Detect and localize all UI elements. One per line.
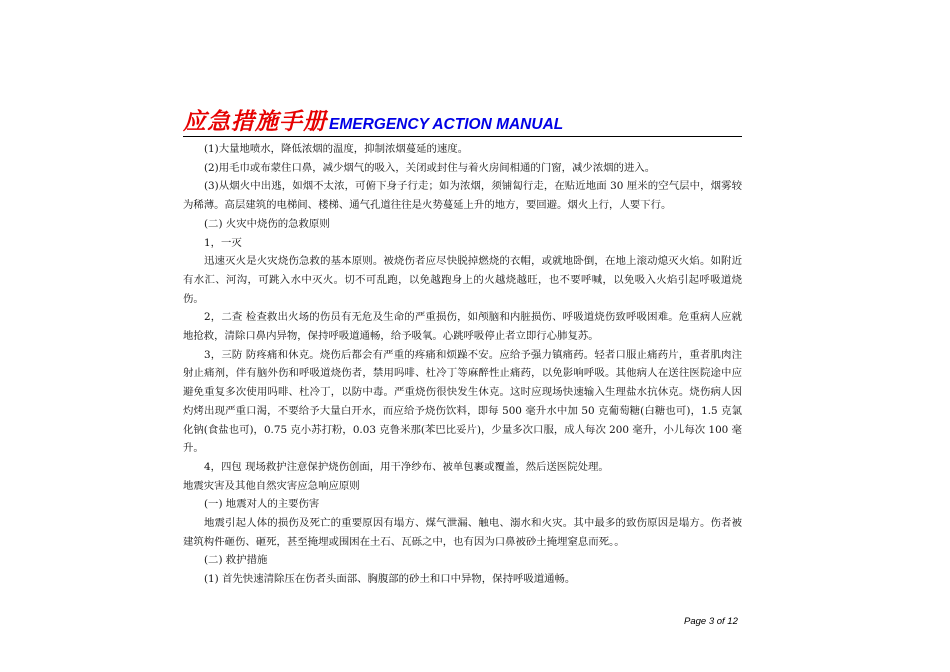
body-paragraph: 1，一灭: [204, 236, 242, 249]
document-body: [183, 140, 742, 589]
body-paragraph: (一) 地震对人的主要伤害: [204, 498, 320, 511]
body-paragraph: 迅速灭火是火灾烧伤急救的基本原则。被烧伤者应尽快脱掉燃烧的衣帽，或就地卧倒，在地上滚动熄灭火焰。如附近有水汇、河沟，可跳入水中灭火。切不可乱跑，以免越跑身上的火越烧越旺，也不要呼喊，以免吸入火焰引起呼吸道烧伤。: [183, 255, 742, 305]
body-paragraph: 地震灾害及其他自然灾害应急响应原则: [183, 479, 360, 492]
body-paragraph: (1) 首先快速清除压在伤者头面部、胸腹部的砂土和口中异物，保持呼吸道通畅。: [204, 573, 576, 586]
page-number: Page 3 of 12: [684, 616, 738, 627]
body-paragraph: 3，三防 防疼痛和休克。烧伤后都会有严重的疼痛和烦躁不安。应给予强力镇痛药。轻者口服止痛药片，重者肌肉注射止痛剂，伴有脑外伤和呼吸道烧伤者，禁用吗啡、杜冷丁等麻醉性止痛药，以免影响呼吸。其他病人在送往医院途中应避免重复多次使用吗啡、杜冷丁，以防中毒。严重烧伤很快发生休克。这时应现场快速输入生理盐水抗休克。烧伤病人因灼烤出现严重口渴，不要给予大量白开水，而应给予烧伤饮料，即每 500 毫升水中加 50 克葡萄糖(白糖也可)，1.5 克氯化钠(食盐也可)，0.75 克小苏打粉，0.03 克鲁米那(苯巴比妥片)，少量多次口服，成人每次 200 毫升，小儿每次 100 毫升。: [183, 348, 742, 455]
body-paragraph: (3)从烟火中出逃，如烟不太浓，可俯下身子行走；如为浓烟，须铺匐行走，在贴近地面 30 厘米的空气层中，烟雾较为稀薄。高层建筑的电梯间、楼梯、通气孔道往往是火势蔓延上升的地方，要回避。烟火上行，人要下行。: [183, 180, 742, 212]
header-title-english: EMERGENCY ACTION MANUAL: [329, 116, 564, 133]
body-paragraph: (1)大量地喷水，降低浓烟的温度，抑制浓烟蔓延的速度。: [204, 143, 469, 155]
header-divider: [183, 136, 742, 137]
page-header: [183, 103, 563, 133]
header-title-chinese: 应急措施手册: [183, 109, 327, 135]
body-paragraph: (二) 火灾中烧伤的急救原则: [204, 217, 330, 230]
body-paragraph: 2，二查 检查救出火场的伤员有无危及生命的严重损伤，如颅脑和内脏损伤、呼吸道烧伤致呼吸困难。危重病人应就地抢救，清除口鼻内异物，保持呼吸道通畅，给予吸氧。心跳呼吸停止者立即行心肺复苏。: [183, 311, 742, 343]
body-paragraph: 地震引起人体的损伤及死亡的重要原因有塌方、煤气泄漏、触电、溺水和火灾。其中最多的致伤原因是塌方。伤者被建筑构件砸伤、砸死，甚至掩埋或围困在土石、瓦砾之中，也有因为口鼻被砂土掩埋窒息而死。。: [183, 517, 742, 548]
body-paragraph: 4，四包 现场救护注意保护烧伤创面，用干净纱布、被单包裹或覆盖，然后送医院处理。: [204, 460, 609, 473]
body-paragraph: (2)用毛巾或布蒙住口鼻，减少烟气的吸入，关闭或封住与着火房间相通的门窗，减少浓烟的进入。: [204, 161, 656, 174]
body-paragraph: (二) 救护措施: [204, 554, 268, 567]
